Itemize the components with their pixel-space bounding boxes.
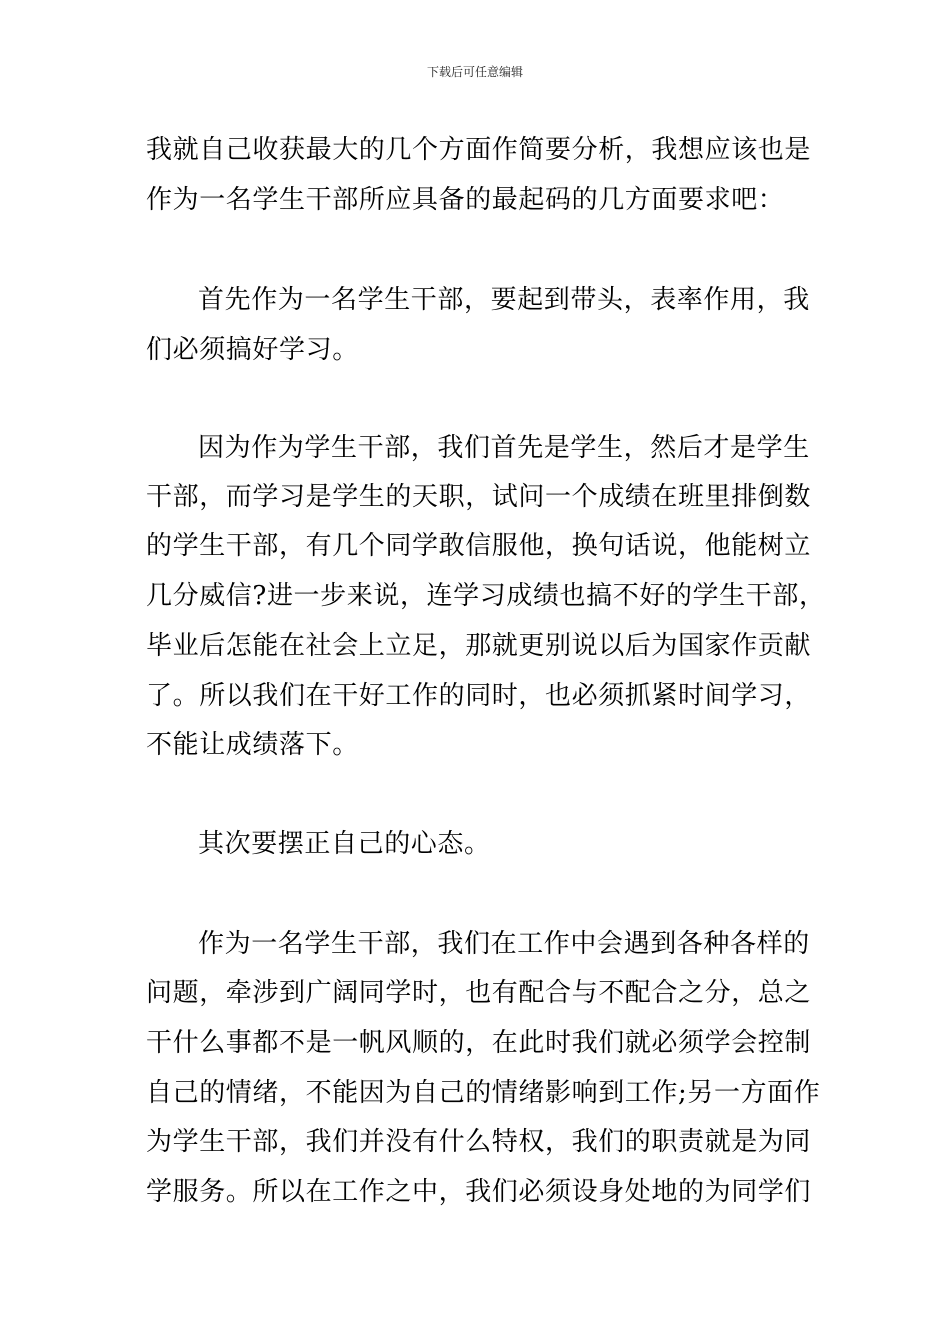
text-line: 作为一名学生干部，我们在工作中会遇到各种各样的 [198, 929, 810, 959]
text-line: 作为一名学生干部所应具备的最起码的几方面要求吧： [146, 185, 785, 215]
text-line: 几分威信?进一步来说，连学习成绩也搞不好的学生干部， [146, 581, 826, 611]
text-line: 们必须搞好学习。 [146, 335, 359, 365]
text-line: 其次要摆正自己的心态。 [198, 829, 491, 859]
text-line: 干部，而学习是学生的天职，试问一个成绩在班里排倒数 [146, 482, 812, 512]
text-line: 了。所以我们在干好工作的同时，也必须抓紧时间学习， [146, 681, 812, 711]
page-header-note: 下载后可任意编辑 [426, 65, 523, 79]
text-line: 毕业后怎能在社会上立足，那就更别说以后为国家作贡献 [146, 631, 812, 661]
text-line: 的学生干部，有几个同学敢信服他，换句话说，他能树立 [146, 531, 812, 561]
text-line: 因为作为学生干部，我们首先是学生，然后才是学生 [198, 433, 810, 463]
text-line: 为学生干部，我们并没有什么特权，我们的职责就是为同 [146, 1127, 812, 1157]
text-line: 不能让成绩落下。 [146, 730, 359, 760]
text-line: 我就自己收获最大的几个方面作简要分析，我想应该也是 [146, 135, 812, 165]
text-line: 问题，牵涉到广阔同学时，也有配合与不配合之分，总之 [146, 978, 812, 1008]
text-line: 自己的情绪，不能因为自己的情绪影响到工作;另一方面作 [146, 1078, 821, 1108]
text-line: 干什么事都不是一帆风顺的，在此时我们就必须学会控制 [146, 1028, 812, 1058]
text-line: 学服务。所以在工作之中，我们必须设身处地的为同学们 [146, 1177, 812, 1207]
text-line: 首先作为一名学生干部，要起到带头，表率作用，我 [198, 285, 810, 315]
